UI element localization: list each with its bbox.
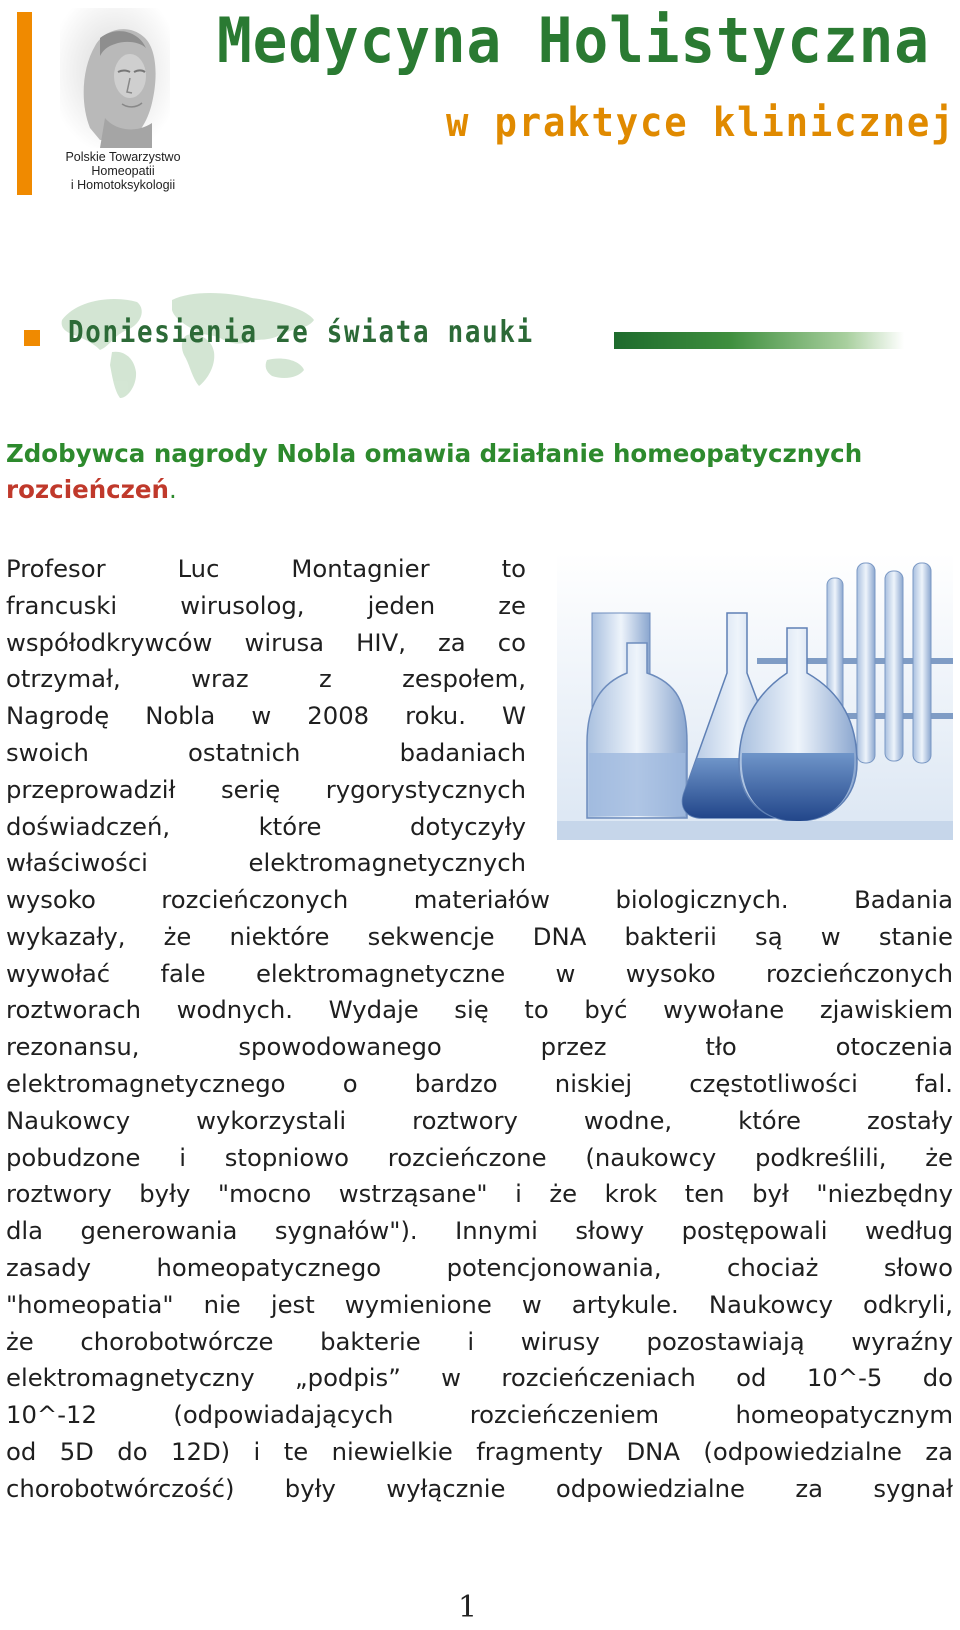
orange-square-bullet bbox=[24, 330, 40, 346]
text-line: Nagrodę Nobla w 2008 roku. W bbox=[6, 701, 526, 731]
text-line: rezonansu, spowodowanego przez tło otoczenia bbox=[6, 1032, 953, 1062]
text-line: zasady homeopatycznego potencjonowania, chociaż słowo bbox=[6, 1252, 953, 1282]
founder-portrait-logo bbox=[60, 8, 170, 148]
text-line: roztworach wodnych. Wydaje się to być wywołane zjawiskiem bbox=[6, 995, 953, 1025]
text-line: elektromagnetyczny „podpis” w rozcieńczeniach od 10^-5 do bbox=[6, 1363, 953, 1393]
section-title: Doniesienia ze świata nauki bbox=[68, 315, 534, 350]
text-line: przeprowadził serię rygorystycznych bbox=[6, 774, 526, 804]
text-line: pobudzone i stopniowo rozcieńczone (naukowcy podkreślili, że bbox=[6, 1142, 953, 1172]
text-line: swoich ostatnich badaniach bbox=[6, 737, 526, 767]
text-line: że chorobotwórcze bakterie i wirusy pozostawiają wyraźny bbox=[6, 1326, 953, 1356]
text-line: od 5D do 12D) i te niewielkie fragmenty DNA (odpowiedzialne za bbox=[6, 1436, 953, 1466]
text-line: "homeopatia" nie jest wymienione w artykule. Naukowcy odkryli, bbox=[6, 1289, 953, 1319]
society-line-1: Polskie Towarzystwo bbox=[65, 150, 181, 164]
text-line: chorobotwórczość) były wyłącznie odpowiedzialne za sygnał bbox=[6, 1473, 953, 1503]
society-line-2: Homeopatii bbox=[91, 164, 155, 178]
article-intro-column bbox=[6, 551, 526, 882]
text-line: francuski wirusolog, jeden ze bbox=[6, 590, 526, 620]
text-line: wysoko rozcieńczonych materiałów biologicznych. Badania bbox=[6, 885, 953, 914]
accent-bar bbox=[17, 12, 32, 195]
text-line: wywołać fale elektromagnetyczne w wysoko rozcieńczonych bbox=[6, 958, 953, 988]
text-line: właściwości elektromagnetycznych bbox=[6, 848, 526, 878]
text-line: elektromagnetycznego o bardzo niskiej częstotliwości fal. bbox=[6, 1068, 953, 1098]
text-line: Naukowcy wykorzystali roztwory wodne, które zostały bbox=[6, 1105, 953, 1135]
article-body bbox=[6, 882, 953, 1508]
text-line: 10^-12 (odpowiadających rozcieńczeniem homeopatycznym bbox=[6, 1400, 953, 1430]
journal-subtitle: w praktyce klinicznej bbox=[446, 100, 956, 146]
article-headline bbox=[6, 436, 951, 508]
laboratory-glassware-image bbox=[557, 553, 953, 840]
society-line-3: i Homotoksykologii bbox=[70, 178, 176, 192]
journal-title: Medycyna Holistyczna bbox=[217, 4, 930, 77]
society-name bbox=[53, 150, 193, 192]
text-line: roztwory były "mocno wstrząsane" i że krok ten był "niezbędny bbox=[6, 1179, 953, 1209]
page-number: 1 bbox=[458, 1590, 478, 1625]
text-line: Profesor Luc Montagnier to bbox=[6, 554, 526, 583]
gradient-rule bbox=[614, 332, 904, 349]
headline-end: rozcieńczeń bbox=[6, 475, 169, 504]
headline-period: . bbox=[169, 475, 177, 504]
text-line: wykazały, że niektóre sekwencje DNA bakterii są w stanie bbox=[6, 921, 953, 951]
text-line: doświadczeń, które dotyczyły bbox=[6, 811, 526, 841]
headline-main: Zdobywca nagrody Nobla omawia działanie homeopatycznych bbox=[6, 439, 863, 468]
text-line: otrzymał, wraz z zespołem, bbox=[6, 664, 526, 694]
text-line: dla generowania sygnałów"). Innymi słowy postępowali według bbox=[6, 1216, 953, 1246]
text-line: współodkrywców wirusa HIV, za co bbox=[6, 627, 526, 657]
